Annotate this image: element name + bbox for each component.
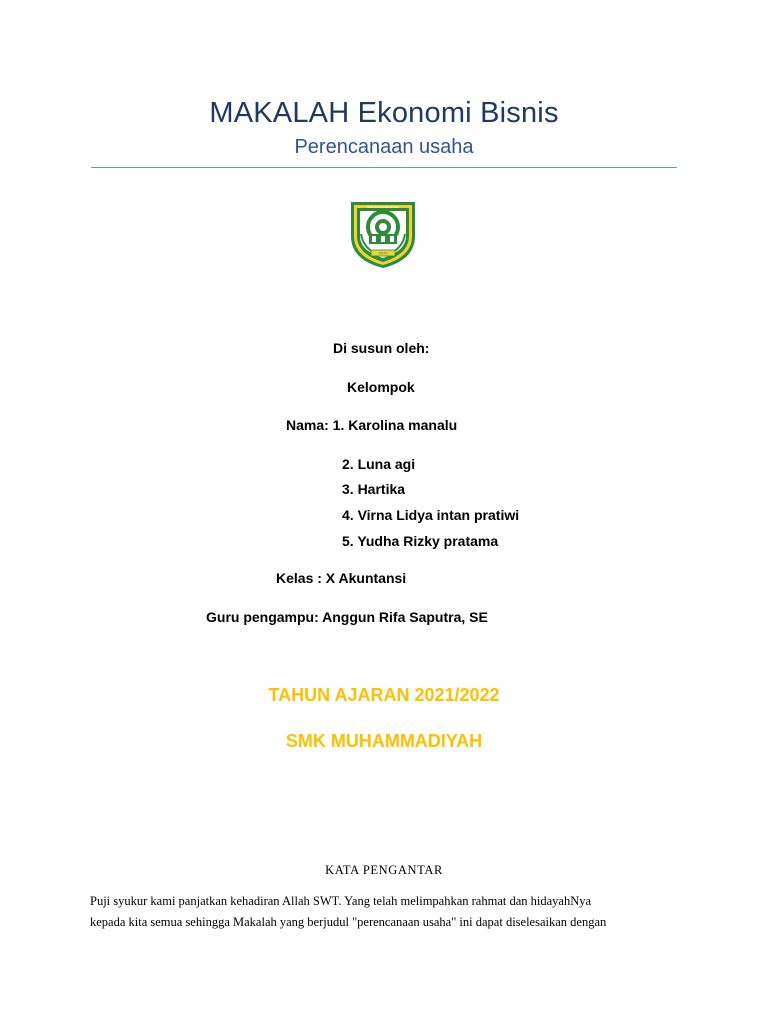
document-subtitle: Perencanaan usaha xyxy=(294,136,474,158)
preface-heading: KATA PENGANTAR xyxy=(325,863,443,877)
school-logo-icon xyxy=(345,194,421,270)
group-label: Kelompok xyxy=(347,379,415,395)
logo-ring-text: SMK MUHAMMADIYAH xyxy=(366,206,400,209)
school-name: SMK MUHAMMADIYAH xyxy=(285,731,483,751)
logo-bottom-text: SINJAI xyxy=(378,251,388,255)
preface-line: Puji syukur kami panjatkan kehadiran Allah SWT. Yang telah melimpahkan rahmat dan hidayahNya xyxy=(90,894,592,908)
teacher-label: Guru pengampu: Anggun Rifa Saputra, SE xyxy=(206,609,488,625)
academic-year: TAHUN AJARAN 2021/2022 xyxy=(268,685,500,705)
preface-line: kepada kita semua sehingga Makalah yang berjudul "perencanaan usaha" ini dapat diselesaikan dengan xyxy=(90,915,607,929)
member-item: 5. Yudha Rizky pratama xyxy=(342,533,499,549)
member-item: 2. Luna agi xyxy=(342,456,416,472)
names-label: Nama: 1. Karolina manalu xyxy=(286,417,458,433)
authors-heading: Di susun oleh: xyxy=(333,340,430,356)
member-item: 3. Hartika xyxy=(342,481,406,497)
member-item: 4. Virna Lidya intan pratiwi xyxy=(342,507,520,523)
class-label: Kelas : X Akuntansi xyxy=(276,570,407,586)
document-title: MAKALAH Ekonomi Bisnis xyxy=(209,97,559,129)
title-divider xyxy=(91,167,677,168)
